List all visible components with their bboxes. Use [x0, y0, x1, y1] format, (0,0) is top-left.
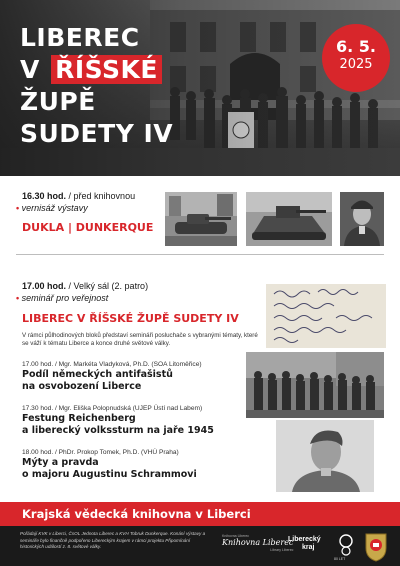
- tank-photo: [165, 192, 237, 246]
- talk-item: [22, 360, 202, 393]
- talk-speaker: 17.00 hod. / Mgr. Markéta Vladyková, Ph.D. (SOA Litoměřice): [22, 361, 202, 368]
- region-logo: [288, 536, 321, 552]
- date-year: 2025: [339, 57, 373, 72]
- hero-title: [20, 22, 173, 150]
- event-exhibition: [0, 182, 400, 248]
- title-line-3: ŽUPĚ: [20, 87, 96, 116]
- event1-type-row: [16, 202, 88, 214]
- talk-title: Podíl německých antifašistů: [22, 369, 173, 380]
- talk-title: Mýty a pravda: [22, 457, 99, 468]
- tobruk-badge-icon: [364, 530, 388, 566]
- region-logo-sub: kraj: [302, 544, 315, 551]
- man-portrait-photo: [276, 420, 374, 492]
- library-logo: [222, 534, 293, 553]
- talk-item: [22, 448, 197, 481]
- event2-time: 17.00 hod.: [22, 281, 67, 291]
- bullet-icon: •: [16, 203, 20, 213]
- event1-title: DUKLA | DUNKERQUE: [22, 221, 154, 234]
- event2-type-row: [16, 292, 108, 304]
- event2-type: seminář pro veřejnost: [21, 293, 109, 303]
- hero-banner: [0, 0, 400, 176]
- region-logo-main: Liberecký: [288, 536, 321, 543]
- event1-type: vernisáž výstavy: [21, 203, 88, 213]
- event-seminar: [0, 254, 400, 498]
- bullet-icon: •: [16, 293, 20, 303]
- footer: [0, 526, 400, 566]
- soldiers-group-photo: [246, 352, 384, 418]
- talk-speaker: 18.00 hod. / PhDr. Prokop Tomek, Ph.D. (VHÚ Praha): [22, 449, 179, 456]
- event1-place: / před knihovnou: [68, 191, 136, 201]
- event2-intro: V rámci půlhodinových bloků představí semináři posluchače s vybranými tématy, které se váží k tématu Liberce a konce druhé světové války.: [22, 332, 258, 347]
- title-line-2: [20, 54, 173, 86]
- title-line-4: SUDETY IV: [20, 119, 174, 148]
- vehicle-photo: [246, 192, 332, 246]
- library-logo-main: Knihovna Liberec: [222, 538, 294, 547]
- talk-item: [22, 404, 214, 437]
- anniversary-logo: [338, 534, 354, 556]
- section-divider: [16, 254, 384, 255]
- talk-title: Festung Reichenberg: [22, 413, 136, 424]
- anniversary-icon: [338, 534, 354, 556]
- event2-when: [22, 280, 148, 292]
- organizers-note: Pořádají KVK v Liberci, ČsOL Jednota Liberec a KVH Tobruk Dunkerque. Konání výstavy a semináře bylo finančně podpořeno Libereckým krajem v rámci projektu Připomínání historických událostí z. 8. světové války.: [20, 531, 206, 549]
- event2-title: LIBEREC V ŘÍŠSKÉ ŽUPĚ SUDETY IV: [22, 312, 239, 325]
- talk-title: na osvobození Liberce: [22, 381, 142, 392]
- event1-when: [22, 190, 135, 202]
- library-name-bar: [0, 502, 400, 526]
- event2-place: / Velký sál (2. patro): [68, 281, 149, 291]
- library-name: Krajská vědecká knihovna v Liberci: [22, 507, 251, 521]
- document-scan-photo: [266, 284, 386, 348]
- officer-portrait: [340, 192, 384, 246]
- date-day: 6. 5.: [336, 37, 376, 56]
- title-line-1: LIBEREC: [20, 23, 140, 52]
- talk-title: o majoru Augustinu Schrammovi: [22, 469, 197, 480]
- library-logo-sub: Library Liberec: [270, 548, 294, 552]
- event1-time: 16.30 hod.: [22, 191, 67, 201]
- talk-title: a liberecký volkssturm na jaře 1945: [22, 425, 214, 436]
- anniversary-label: 80 LET: [334, 557, 346, 561]
- title-line-2-prefix: V: [20, 55, 40, 84]
- talk-speaker: 17.30 hod. / Mgr. Eliška Polopnudská (UJEP Ústí nad Labem): [22, 405, 203, 412]
- library-logo-small: Knihovna Liberec: [222, 534, 250, 538]
- title-highlight: ŘÍŠSKÉ: [51, 55, 162, 84]
- date-badge: [322, 24, 390, 92]
